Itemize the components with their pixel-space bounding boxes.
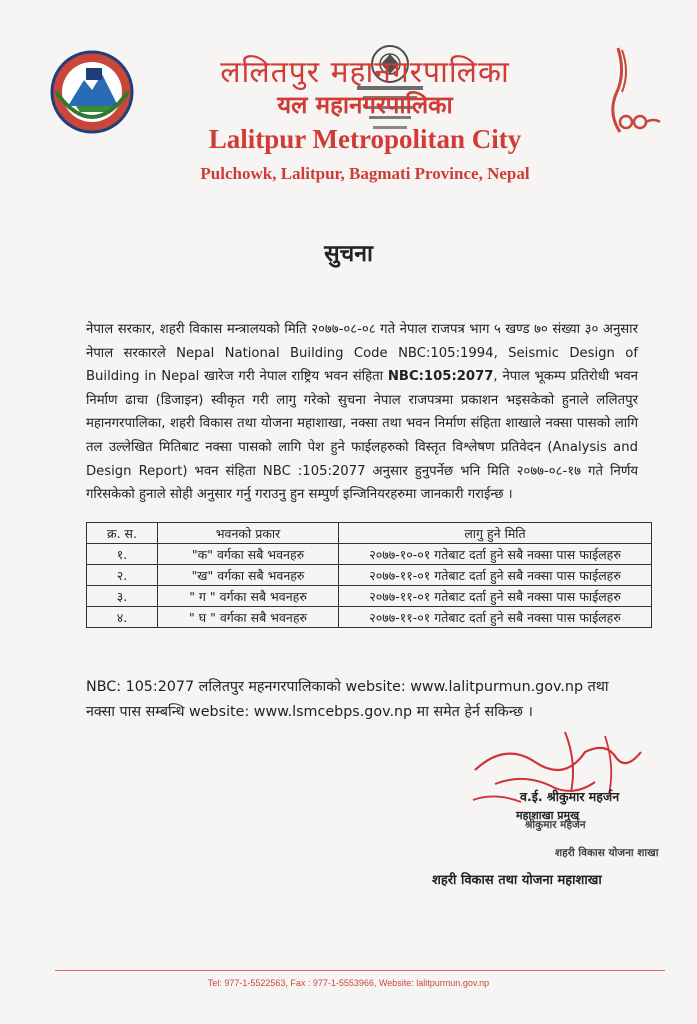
stamp-name: श्रीकुमार महर्जन [525,819,586,831]
cell-building-type: " ग " वर्गका सबै भवनहरु [158,586,339,607]
table-row [87,586,652,607]
stamp-unit: शहरी विकास योजना शाखा [555,847,659,859]
nepal-emblem-icon [46,46,138,138]
cell-serial: २. [87,565,158,586]
building-code-reference: NBC:105:2077 [387,369,494,385]
implementation-schedule-table [86,522,652,628]
website-links [86,675,646,725]
cell-effective-date: २०७७-११-०१ गतेबाट दर्ता हुने सबै नक्सा पास फाईलहरु [339,586,652,607]
cell-serial: ४. [87,607,158,628]
city-logo-icon [596,44,662,136]
cell-building-type: " घ " वर्गका सबै भवनहरु [158,607,339,628]
col-building-type-header: भवनको प्रकार [158,523,339,544]
cell-effective-date: २०७७-११-०१ गतेबाट दर्ता हुने सबै नक्सा पास फाईलहरु [339,607,652,628]
office-address: Pulchowk, Lalitpur, Bagmati Province, Nepal [200,164,530,183]
office-title-english: Lalitpur Metropolitan City [208,124,522,154]
footer-contact: Tel: 977-1-5522563, Fax : 977-1-5553966, Website: lalitpurmun.gov.np [207,978,490,988]
table-row [87,544,652,565]
cell-serial: १. [87,544,158,565]
notice-para-part-b: , नेपाल भूकम्प प्रतिरोधी भवन निर्माण ढाचा (डिजाइन) स्वीकृत गरी लागु गरेको सुचना नेपाल राजपत्रमा प्रकाशन भइसकेको हुनाले ललितपुर महानगरपालिका, शहरी विकास तथा योजना महाशाखा, नक्सा तथा भवन निर्माण संहिता शाखाले नक्सा पासको लागि तल उल्लेखित मितिबाट नक्सा पासको लागि पेश हुने फाईलहरुको विस्तृत विश्लेषण प्रतिवेदन (Analysis and Design Report) भवन संहिता NBC :105:2077 अनुसार हुनुपर्नेछ भनि मिति २०७७-०८-१७ गते निर्णय गरिसकेको हुनाले सोही अनुसार गर्नु गराउनु हुन सम्पुर्ण इन्जिनियरहरुमा जानकारी गराईन्छ । [86,369,638,503]
signatory-name: व.ई. श्रीकुमार महर्जन [520,789,620,804]
notice-heading: सुचना [324,241,373,267]
website-line-1: NBC: 105:2077 ललितपुर महनगरपालिकाको website: www.lalitpurmun.gov.np तथा [86,679,609,695]
col-effective-date-header: लागु हुने मिति [339,523,652,544]
footer-divider [55,970,665,971]
notice-body [86,318,638,507]
signatory-section: शहरी विकास तथा योजना महाशाखा [432,873,602,888]
cell-building-type: "ख" वर्गका सबै भवनहरु [158,565,339,586]
office-title-newari: यल महानगरपालिका [277,90,453,119]
cell-effective-date: २०७७-१०-०१ गतेबाट दर्ता हुने सबै नक्सा पास फाईलहरु [339,544,652,565]
cell-serial: ३. [87,586,158,607]
table-row [87,565,652,586]
cell-building-type: "क" वर्गका सबै भवनहरु [158,544,339,565]
website-line-2: नक्सा पास सम्बन्धि website: www.lsmcebps.gov.np मा समेत हेर्न सकिन्छ । [86,704,533,720]
table-header-row [87,523,652,544]
cell-effective-date: २०७७-११-०१ गतेबाट दर्ता हुने सबै नक्सा पास फाईलहरु [339,565,652,586]
notice-para-part-a: नेपाल सरकार, शहरी विकास मन्त्रालयको मिति २०७७-०८-०८ गते नेपाल राजपत्र भाग ५ खण्ड ७० संख्या ३० अनुसार नेपाल सरकारले Nepal National Building Code NBC:105:1994, Seismic Design of Building in Nepal खारेज गरी नेपाल राष्ट्रिय भवन संहिता [86,322,638,385]
signatory-title: महाशाखा प्रमुख [516,809,580,822]
office-title-nepali: ललितपुर महानगरपालिका [220,55,510,90]
table-row [87,607,652,628]
col-serial-header: क्र. स. [87,523,158,544]
